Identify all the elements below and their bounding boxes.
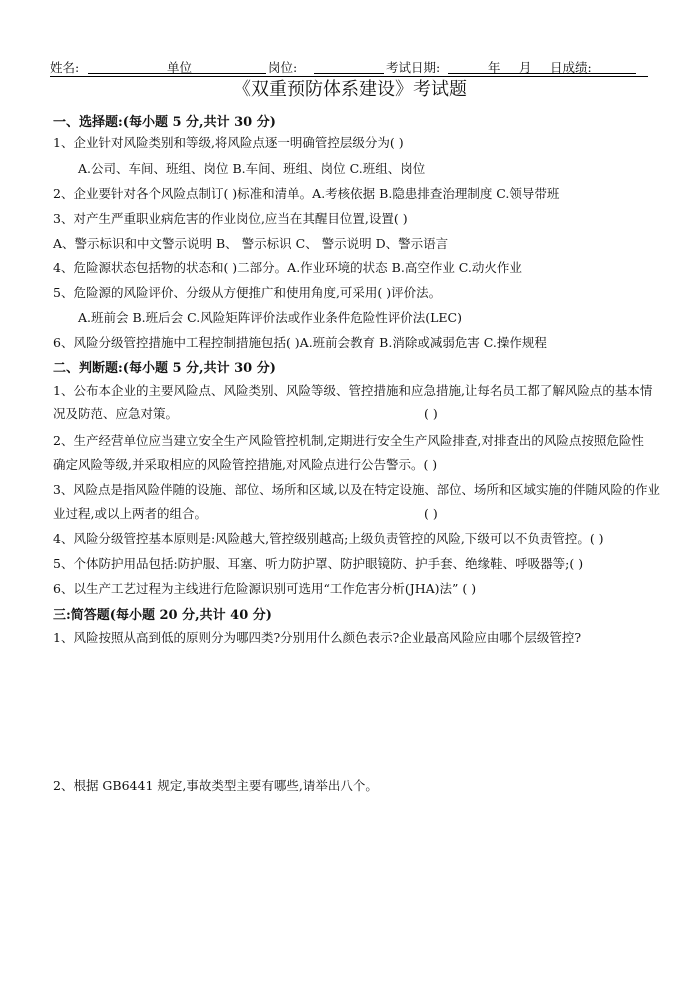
header-rule [50,76,648,77]
section2-heading: 二、判断题:(每小题 5 分,共计 30 分) [53,361,276,376]
q3-1: 1、风险按照从高到低的原则分为哪四类?分别用什么颜色表示?企业最高风险应由哪个层级管控? [53,630,582,645]
section1-heading: 一、选择题:(每小题 5 分,共计 30 分) [53,115,276,130]
q2-3-line2: 业过程,或以上两者的组合。 [53,506,207,521]
q2-5: 5、个体防护用品包括:防护服、耳塞、听力防护罩、防护眼镜防、护手套、绝缘鞋、呼吸器等;( ) [53,556,584,571]
day-score-label: 日成绩: [550,60,592,75]
q1-1-options: A.公司、车间、班组、岗位 B.车间、班组、岗位 C.班组、岗位 [78,161,426,176]
q2-1-line2: 况及防范、应急对策。 [53,406,179,421]
section3-heading: 三:简答题(每小题 20 分,共计 40 分) [53,608,272,623]
q2-2-line1: 2、生产经营单位应当建立安全生产风险管控机制,定期进行安全生产风险排查,对排查出的风险点按照危险性 [53,433,644,448]
q2-2-line2: 确定风险等级,并采取相应的风险管控措施,对风险点进行公告警示。( ) [53,457,438,472]
month-label: 月 [519,60,532,75]
position-label: 岗位: [268,60,298,75]
year-label: 年 [488,60,501,75]
header-fields [50,58,648,76]
q3-2: 2、根据 GB6441 规定,事故类型主要有哪些,请举出八个。 [53,778,378,793]
position-blank[interactable] [314,73,384,74]
q1-4: 4、危险源状态包括物的状态和( )二部分。A.作业环境的状态 B.高空作业 C.动火作业 [53,260,522,275]
q1-5-options: A.班前会 B.班后会 C.风险矩阵评价法或作业条件危险性评价法(LEC) [78,310,462,325]
q2-4: 4、风险分级管控基本原则是:风险越大,管控级别越高;上级负责管控的风险,下级可以不负责管控。( ) [53,531,604,546]
q1-6: 6、风险分级管控措施中工程控制措施包括( )A.班前会教育 B.消除或减弱危害 C.操作规程 [53,335,547,350]
q2-1-answer[interactable]: ( ) [424,406,438,421]
q1-3-options: A、警示标识和中文警示说明 B、 警示标识 C、 警示说明 D、警示语言 [53,236,449,251]
exam-date-blank[interactable] [448,73,636,74]
q1-1: 1、企业针对风险类别和等级,将风险点逐一明确管控层级分为( ) [53,135,404,150]
q2-3-answer[interactable]: ( ) [424,506,438,521]
q1-2: 2、企业要针对各个风险点制订( )标准和清单。A.考核依据 B.隐患排查治理制度 C.领导带班 [53,186,560,201]
q2-3-line1: 3、风险点是指风险伴随的设施、部位、场所和区域,以及在特定设施、部位、场所和区域实施的伴随风险的作业 [53,482,660,497]
exam-title: 《双重预防体系建设》考试题 [233,79,467,100]
name-label: 姓名: [50,60,80,75]
q1-3: 3、对产生严重职业病危害的作业岗位,应当在其醒目位置,设置( ) [53,211,408,226]
exam-date-label: 考试日期: [386,60,441,75]
unit-label: 单位 [167,60,193,75]
q2-6: 6、以生产工艺过程为主线进行危险源识别可选用“工作危害分析(JHA)法” ( ) [53,581,477,596]
q1-5: 5、危险源的风险评价、分级从方便推广和使用角度,可采用( )评价法。 [53,285,442,300]
q2-1-line1: 1、公布本企业的主要风险点、风险类别、风险等级、管控措施和应急措施,让每名员工都了解风险点的基本情 [53,383,653,398]
